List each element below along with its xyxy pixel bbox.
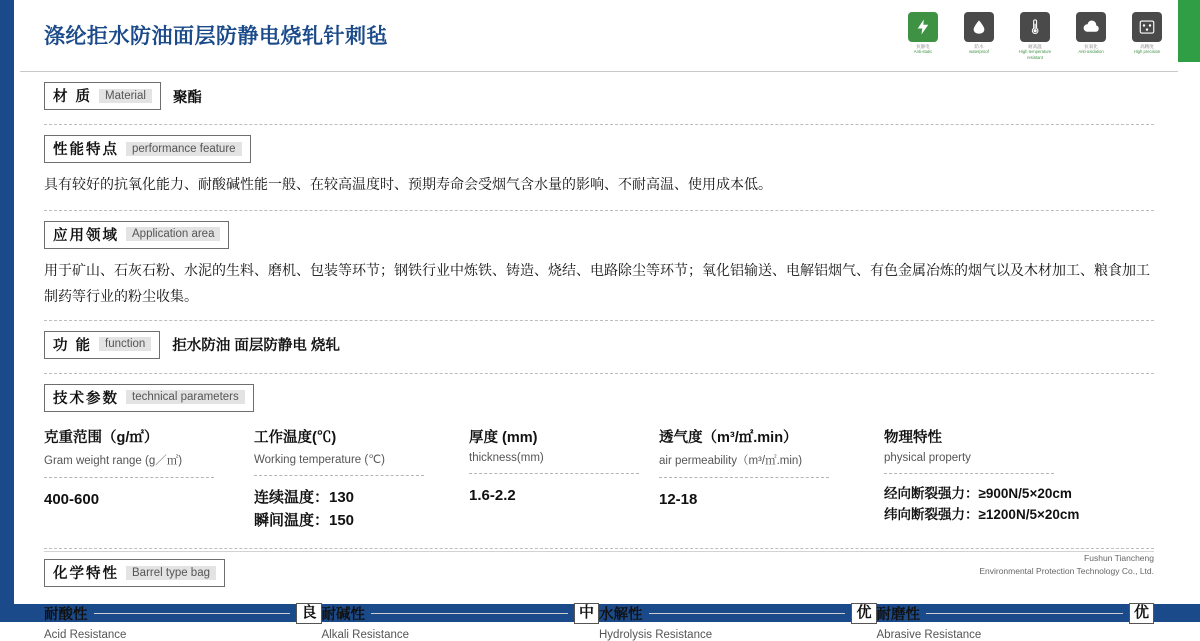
chemical-grade-badge: 优 bbox=[1129, 603, 1154, 624]
param-column-thickness bbox=[469, 426, 659, 533]
high-precision-icon bbox=[1132, 12, 1162, 42]
performance-label-en: performance feature bbox=[126, 142, 242, 156]
chemical-item-top bbox=[599, 603, 877, 624]
technical-label-cn: 技术参数 bbox=[53, 390, 119, 407]
icon-label-en: High precision bbox=[1133, 49, 1161, 55]
chemical-item-top bbox=[877, 603, 1155, 624]
top-right-green-accent bbox=[1178, 0, 1200, 62]
param-value: 经向断裂强力：≥900N/5×20cm bbox=[884, 485, 1072, 501]
chemical-connector-line bbox=[926, 613, 1123, 614]
param-title-en: Gram weight range (g／㎡) bbox=[44, 454, 183, 467]
param-title-cn: 工作温度(℃) bbox=[254, 429, 337, 446]
chemical-label-cn: 水解性 bbox=[599, 607, 643, 624]
waterproof-icon bbox=[964, 12, 994, 42]
chemical-item-hydrolysis bbox=[599, 603, 877, 641]
feature-icon-high-temperature bbox=[1014, 12, 1056, 60]
chemical-label-en: Barrel type bag bbox=[126, 566, 216, 580]
chemical-label-cn: 耐酸性 bbox=[44, 607, 88, 624]
material-value: 聚酯 bbox=[172, 89, 202, 106]
param-title-en: physical property bbox=[884, 451, 971, 464]
function-tag bbox=[44, 331, 160, 359]
chemical-grade-badge: 良 bbox=[296, 603, 321, 624]
page-title: 涤纶拒水防油面层防静电烧轧针刺毡 bbox=[44, 25, 388, 48]
param-rule bbox=[254, 475, 424, 476]
chemical-label-cn: 耐碱性 bbox=[321, 607, 365, 624]
company-name-line2: Environmental Protection Technology Co., Ltd. bbox=[979, 565, 1154, 576]
param-column-working-temperature bbox=[254, 426, 469, 533]
param-title-cn: 物理特性 bbox=[884, 429, 942, 446]
param-value: 12-18 bbox=[659, 490, 698, 508]
material-row bbox=[44, 82, 1154, 110]
technical-row bbox=[44, 384, 1154, 412]
param-column-physical-property bbox=[884, 426, 1134, 533]
feature-icon-row bbox=[902, 12, 1168, 60]
chemical-connector-line bbox=[649, 613, 846, 614]
param-value: 1.6-2.2 bbox=[469, 486, 516, 504]
chemical-label-cn: 化学特性 bbox=[53, 566, 119, 583]
chemical-label-en: Acid Resistance bbox=[44, 629, 127, 641]
function-row bbox=[44, 331, 1154, 359]
icon-label-en: Anti-oxidation bbox=[1078, 49, 1104, 55]
material-tag bbox=[44, 82, 161, 110]
technical-tag bbox=[44, 384, 254, 412]
function-label-cn: 功 能 bbox=[53, 337, 93, 354]
divider-after-material bbox=[44, 124, 1154, 125]
application-label-cn: 应用领域 bbox=[53, 227, 119, 244]
section-function bbox=[20, 331, 1178, 359]
feature-icon-waterproof bbox=[958, 12, 1000, 55]
section-material bbox=[20, 82, 1178, 110]
chemical-item-top bbox=[44, 603, 322, 624]
chemical-properties-grid bbox=[20, 603, 1178, 641]
param-rule bbox=[884, 473, 1054, 474]
anti-oxidation-icon bbox=[1076, 12, 1106, 42]
chemical-tag bbox=[44, 559, 225, 587]
application-row bbox=[44, 221, 1154, 249]
left-accent-bar bbox=[0, 0, 14, 622]
performance-tag bbox=[44, 135, 251, 163]
param-rule bbox=[469, 473, 639, 474]
chemical-label-en: Hydrolysis Resistance bbox=[599, 629, 713, 641]
icon-label-cn: 高精度 bbox=[1140, 44, 1154, 49]
chemical-connector-line bbox=[94, 613, 291, 614]
param-title-cn: 克重范围（g/㎡） bbox=[44, 429, 159, 446]
chemical-item-top bbox=[322, 603, 600, 624]
chemical-label-en: Abrasive Resistance bbox=[876, 629, 982, 641]
icon-label-cn: 抗氧化 bbox=[1084, 44, 1098, 49]
application-label-en: Application area bbox=[126, 227, 220, 241]
param-value: 400-600 bbox=[44, 490, 100, 508]
feature-icon-anti-static bbox=[902, 12, 944, 55]
icon-label-cn: 耐高温 bbox=[1028, 44, 1042, 49]
icon-label-cn: 抗静电 bbox=[916, 44, 930, 49]
param-title-en: thickness(mm) bbox=[469, 451, 544, 464]
application-tag bbox=[44, 221, 229, 249]
top-right-green-accent-gap bbox=[1178, 62, 1200, 72]
performance-text: 具有较好的抗氧化能力、耐酸碱性能一般、在较高温度时、预期寿命会受烟气含水量的影响、不耐高温、使用成本低。 bbox=[44, 176, 772, 192]
section-application bbox=[20, 221, 1178, 310]
param-title-en: air permeability（m³/㎡.min) bbox=[659, 454, 803, 467]
icon-label-en: waterproof bbox=[969, 49, 989, 55]
param-value: 连续温度：130 bbox=[254, 488, 355, 506]
param-value-2: 瞬间温度：150 bbox=[254, 512, 355, 530]
page-header bbox=[20, 0, 1178, 72]
chemical-label-en: Alkali Resistance bbox=[321, 629, 410, 641]
company-name-line1: Fushun Tiancheng bbox=[1084, 552, 1154, 563]
technical-label-en: technical parameters bbox=[126, 390, 245, 404]
param-value-2: 纬向断裂强力：≥1200N/5×20cm bbox=[884, 506, 1080, 522]
param-rule bbox=[44, 477, 214, 478]
chemical-item-abrasive bbox=[877, 603, 1155, 641]
divider-after-application bbox=[44, 320, 1154, 321]
function-value: 拒水防油 面层防静电 烧轧 bbox=[172, 338, 340, 355]
performance-row bbox=[44, 135, 1154, 163]
chemical-grade-badge: 中 bbox=[574, 603, 599, 624]
section-performance bbox=[20, 135, 1178, 198]
param-column-gram-weight bbox=[44, 426, 254, 533]
technical-params-grid bbox=[20, 426, 1178, 533]
icon-label-cn: 防水 bbox=[974, 44, 984, 49]
param-column-air-permeability bbox=[659, 426, 884, 533]
param-rule bbox=[659, 477, 829, 478]
section-technical bbox=[20, 384, 1178, 412]
chemical-item-alkali bbox=[322, 603, 600, 641]
high-temperature-icon bbox=[1020, 12, 1050, 42]
param-title-en: Working temperature (℃) bbox=[254, 453, 385, 466]
performance-label-cn: 性能特点 bbox=[53, 142, 119, 158]
divider-after-performance bbox=[44, 210, 1154, 211]
material-label-cn: 材 质 bbox=[53, 89, 93, 105]
chemical-item-acid bbox=[44, 603, 322, 641]
application-text: 用于矿山、石灰石粉、水泥的生料、磨机、包装等环节；钢铁行业中炼铁、铸造、烧结、电路除尘等环节；氧化铝输送、电解铝烟气、有色金属冶炼的烟气以及木材加工、粮食加工制药等行业的粉尘收集。 bbox=[44, 261, 1150, 305]
chemical-grade-badge: 优 bbox=[851, 603, 876, 624]
feature-icon-high-precision bbox=[1126, 12, 1168, 55]
feature-icon-anti-oxidation bbox=[1070, 12, 1112, 55]
anti-static-icon bbox=[908, 12, 938, 42]
divider-after-function bbox=[44, 373, 1154, 374]
material-label-en: Material bbox=[99, 89, 152, 103]
chemical-connector-line bbox=[371, 613, 568, 614]
company-footer bbox=[979, 552, 1154, 578]
param-title-cn: 厚度 (mm) bbox=[469, 429, 538, 446]
chemical-label-cn: 耐磨性 bbox=[876, 607, 920, 624]
param-title-cn: 透气度（m³/㎡.min） bbox=[659, 429, 798, 446]
page-content bbox=[20, 0, 1178, 641]
function-label-en: function bbox=[99, 337, 151, 351]
icon-label-en: High temperature resistant bbox=[1018, 49, 1052, 60]
divider-after-technical bbox=[44, 548, 1154, 549]
icon-label-en: Anti-static bbox=[913, 49, 933, 55]
